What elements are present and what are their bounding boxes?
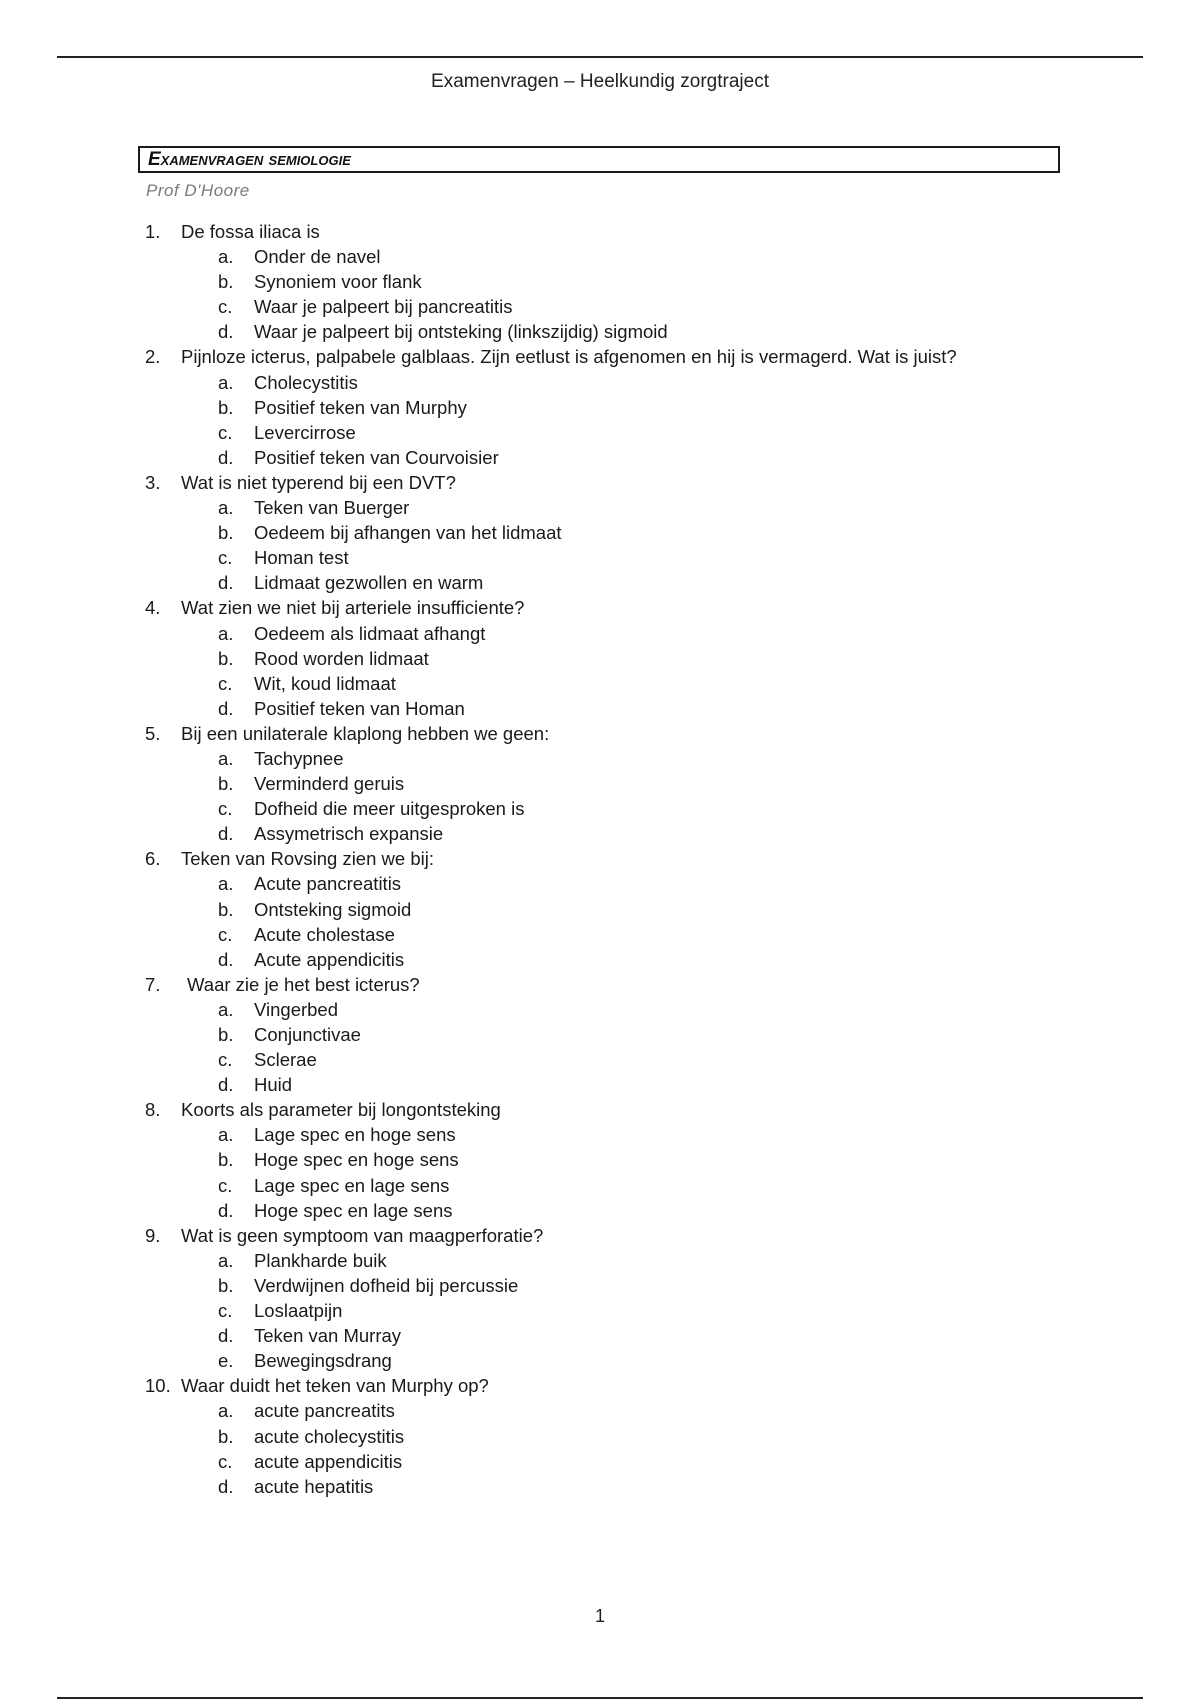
answer-option — [145, 646, 1145, 671]
option-text: Dofheid die meer uitgesproken is — [254, 798, 525, 820]
answer-option — [145, 746, 1145, 771]
option-text: Teken van Murray — [254, 1325, 402, 1347]
option-letter: d. — [218, 1475, 234, 1497]
option-text: Homan test — [254, 547, 349, 569]
option-text: Acute pancreatitis — [254, 873, 402, 895]
answer-option — [145, 269, 1145, 294]
question-line — [145, 1223, 1145, 1248]
question-number: 3. — [145, 471, 161, 493]
answer-option — [145, 495, 1145, 520]
question-item — [145, 1223, 1145, 1374]
answer-option — [145, 871, 1145, 896]
answer-option — [145, 244, 1145, 269]
answer-option — [145, 1173, 1145, 1198]
answer-option — [145, 445, 1145, 470]
question-text: Wat is niet typerend bij een DVT? — [181, 471, 456, 493]
option-letter: b. — [218, 647, 234, 669]
option-letter: b. — [218, 1149, 234, 1171]
answer-option — [145, 520, 1145, 545]
option-letter: a. — [218, 497, 234, 519]
option-text: Acute cholestase — [254, 923, 395, 945]
option-letter: b. — [218, 773, 234, 795]
option-text: Positief teken van Courvoisier — [254, 446, 499, 468]
question-line — [145, 470, 1145, 495]
answer-option — [145, 395, 1145, 420]
option-text: Teken van Buerger — [254, 497, 410, 519]
answer-option — [145, 1047, 1145, 1072]
option-text: acute pancreatits — [254, 1400, 395, 1422]
option-text: Huid — [254, 1074, 293, 1096]
option-text: Plankharde buik — [254, 1249, 387, 1271]
answer-option — [145, 1323, 1145, 1348]
answer-option — [145, 1424, 1145, 1449]
option-text: Synoniem voor flank — [254, 271, 422, 293]
option-letter: c. — [218, 1300, 233, 1322]
answer-option — [145, 1449, 1145, 1474]
option-text: Waar je palpeert bij ontsteking (linkszijdig) sigmoid — [254, 321, 668, 343]
question-item — [145, 219, 1145, 344]
option-letter: d. — [218, 697, 234, 719]
option-letter: c. — [218, 923, 233, 945]
answer-option — [145, 1072, 1145, 1097]
option-text: Positief teken van Murphy — [254, 396, 467, 418]
question-item — [145, 1373, 1145, 1498]
option-letter: b. — [218, 1425, 234, 1447]
answer-option — [145, 319, 1145, 344]
question-line — [145, 219, 1145, 244]
option-letter: d. — [218, 1199, 234, 1221]
question-line — [145, 1097, 1145, 1122]
section-title: Examenvragen semiologie — [138, 146, 1060, 173]
answer-option — [145, 771, 1145, 796]
option-text: Lage spec en hoge sens — [254, 1124, 456, 1146]
question-line — [145, 972, 1145, 997]
answer-option — [145, 294, 1145, 319]
question-item — [145, 972, 1145, 1097]
question-list — [145, 219, 1145, 1499]
option-text: Hoge spec en hoge sens — [254, 1149, 459, 1171]
question-item — [145, 344, 1145, 469]
option-text: Sclerae — [254, 1049, 317, 1071]
page-number: 1 — [594, 1606, 605, 1626]
option-letter: c. — [218, 547, 233, 569]
answer-option — [145, 545, 1145, 570]
option-letter: c. — [218, 1450, 233, 1472]
answer-option — [145, 1273, 1145, 1298]
answer-option — [145, 897, 1145, 922]
option-letter: d. — [218, 1074, 234, 1096]
answer-option — [145, 922, 1145, 947]
option-letter: b. — [218, 271, 234, 293]
option-letter: a. — [218, 246, 234, 268]
answer-option — [145, 621, 1145, 646]
answer-option — [145, 1474, 1145, 1499]
option-text: Tachypnee — [254, 747, 344, 769]
option-text: Verminderd geruis — [254, 773, 405, 795]
question-text: Pijnloze icterus, palpabele galblaas. Zijn eetlust is afgenomen en hij is vermagerd. Wat is juist? — [181, 346, 957, 368]
question-text: Waar duidt het teken van Murphy op? — [181, 1375, 489, 1397]
option-letter: a. — [218, 1124, 234, 1146]
option-text: Lidmaat gezwollen en warm — [254, 572, 484, 594]
option-letter: a. — [218, 747, 234, 769]
option-text: Loslaatpijn — [254, 1300, 343, 1322]
question-number: 9. — [145, 1224, 161, 1246]
option-text: Hoge spec en lage sens — [254, 1199, 453, 1221]
answer-option — [145, 1298, 1145, 1323]
option-text: Cholecystitis — [254, 371, 358, 393]
question-text: De fossa iliaca is — [181, 221, 320, 242]
question-text: Teken van Rovsing zien we bij: — [181, 848, 434, 870]
option-letter: b. — [218, 1274, 234, 1296]
option-text: Lage spec en lage sens — [254, 1174, 450, 1196]
option-letter: b. — [218, 1024, 234, 1045]
option-text: acute appendicitis — [254, 1450, 403, 1472]
answer-option — [145, 796, 1145, 821]
option-letter: c. — [218, 296, 233, 318]
option-letter: b. — [218, 898, 234, 920]
question-item — [145, 1097, 1145, 1222]
option-letter: d. — [218, 1325, 234, 1347]
question-line — [145, 595, 1145, 620]
option-text: Rood worden lidmaat — [254, 647, 429, 669]
option-text: Waar je palpeert bij pancreatitis — [254, 296, 513, 318]
option-text: Levercirrose — [254, 421, 356, 443]
answer-option — [145, 1022, 1145, 1047]
option-letter: e. — [218, 1350, 234, 1372]
option-text: Wit, koud lidmaat — [254, 672, 396, 694]
answer-option — [145, 1122, 1145, 1147]
question-text: Wat is geen symptoom van maagperforatie? — [181, 1224, 544, 1246]
option-text: Ontsteking sigmoid — [254, 898, 412, 920]
question-item — [145, 470, 1145, 595]
question-text: Bij een unilaterale klaplong hebben we geen: — [181, 722, 550, 744]
answer-option — [145, 671, 1145, 696]
option-text: Conjunctivae — [254, 1024, 361, 1045]
option-text: Acute appendicitis — [254, 948, 405, 970]
option-letter: d. — [218, 321, 234, 343]
option-letter: b. — [218, 522, 234, 544]
question-line — [145, 344, 1145, 369]
option-letter: a. — [218, 998, 234, 1020]
answer-option — [145, 1398, 1145, 1423]
option-letter: d. — [218, 446, 234, 468]
answer-option — [145, 1248, 1145, 1273]
question-line — [145, 1373, 1145, 1398]
footer-rule — [57, 1697, 1143, 1699]
answer-option — [145, 997, 1145, 1022]
question-item — [145, 846, 1145, 971]
answer-option — [145, 1348, 1145, 1373]
option-text: Bewegingsdrang — [254, 1350, 392, 1372]
question-item — [145, 595, 1145, 720]
question-text: Waar zie je het best icterus? — [187, 973, 420, 995]
answer-option — [145, 420, 1145, 445]
option-text: Onder de navel — [254, 246, 381, 268]
question-item — [145, 721, 1145, 846]
option-text: Positief teken van Homan — [254, 697, 465, 719]
question-line — [145, 721, 1145, 746]
option-letter: a. — [218, 1400, 234, 1422]
question-number: 2. — [145, 346, 161, 368]
option-text: acute cholecystitis — [254, 1425, 405, 1447]
option-text: acute hepatitis — [254, 1475, 374, 1497]
answer-option — [145, 570, 1145, 595]
answer-option — [145, 370, 1145, 395]
question-number: 4. — [145, 597, 161, 619]
option-letter: d. — [218, 823, 234, 845]
question-line — [145, 846, 1145, 871]
running-header: Examenvragen – Heelkundig zorgtraject — [431, 71, 769, 92]
option-text: Oedeem bij afhangen van het lidmaat — [254, 522, 562, 544]
option-letter: c. — [218, 672, 233, 694]
answer-option — [145, 1198, 1145, 1223]
option-letter: c. — [218, 1174, 233, 1196]
author: Prof D'Hoore — [146, 181, 250, 200]
option-letter: d. — [218, 572, 234, 594]
option-text: Assymetrisch expansie — [254, 823, 444, 845]
question-number: 6. — [145, 848, 161, 870]
option-letter: a. — [218, 622, 234, 644]
question-number: 7. — [145, 973, 161, 995]
question-text: Koorts als parameter bij longontsteking — [181, 1099, 501, 1121]
option-letter: a. — [218, 1249, 234, 1271]
option-text: Vingerbed — [254, 998, 339, 1020]
answer-option — [145, 696, 1145, 721]
option-letter: a. — [218, 371, 234, 393]
option-letter: c. — [218, 421, 233, 443]
question-number: 8. — [145, 1099, 161, 1121]
question-text: Wat zien we niet bij arteriele insufficiente? — [181, 597, 525, 619]
option-text: Oedeem als lidmaat afhangt — [254, 622, 486, 644]
option-letter: c. — [218, 798, 233, 820]
option-text: Verdwijnen dofheid bij percussie — [254, 1274, 519, 1296]
header-rule — [57, 56, 1143, 58]
option-letter: c. — [218, 1049, 233, 1071]
question-number: 1. — [145, 221, 161, 242]
answer-option — [145, 821, 1145, 846]
option-letter: a. — [218, 873, 234, 895]
question-number: 10. — [145, 1375, 171, 1397]
answer-option — [145, 1147, 1145, 1172]
option-letter: d. — [218, 948, 234, 970]
answer-option — [145, 947, 1145, 972]
option-letter: b. — [218, 396, 234, 418]
question-number: 5. — [145, 722, 161, 744]
